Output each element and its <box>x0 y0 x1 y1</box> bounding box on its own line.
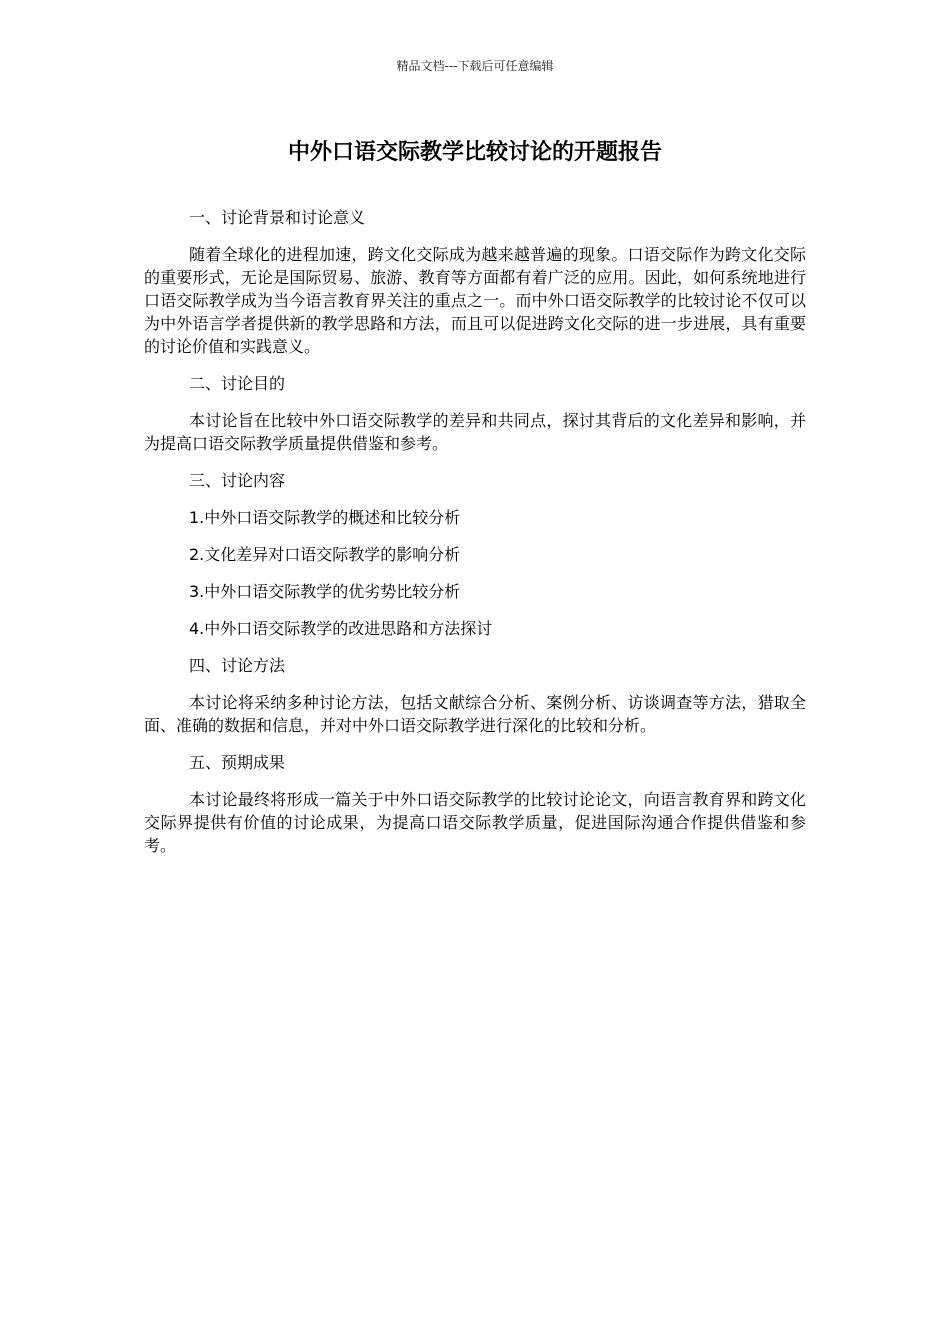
section-heading-outcome: 五、预期成果 <box>189 753 286 772</box>
section-heading-background: 一、讨论背景和讨论意义 <box>189 208 366 227</box>
document-title: 中外口语交际教学比较讨论的开题报告 <box>287 140 662 165</box>
section-heading-purpose: 二、讨论目的 <box>189 374 286 393</box>
content-list-item: 2.文化差异对口语交际教学的影响分析 <box>189 545 461 564</box>
section-paragraph-method: 本讨论将采纳多种讨论方法，包括文献综合分析、案例分析、访谈调查等方法，猎取全面、准确的数据和信息，并对中外口语交际教学进行深化的比较和分析。 <box>144 693 806 735</box>
section-paragraph-outcome: 本讨论最终将形成一篇关于中外口语交际教学的比较讨论论文，向语言教育界和跨文化交际界提供有价值的讨论成果，为提高口语交际教学质量，促进国际沟通合作提供借鉴和参考。 <box>144 790 806 855</box>
section-paragraph-background: 随着全球化的进程加速，跨文化交际成为越来越普遍的现象。口语交际作为跨文化交际的重要形式，无论是国际贸易、旅游、教育等方面都有着广泛的应用。因此，如何系统地进行口语交际教学成为当今语言教育界关注的重点之一。而中外口语交际教学的比较讨论不仅可以为中外语言学者提供新的教学思路和方法，而且可以促进跨文化交际的进一步进展，具有重要的讨论价值和实践意义。 <box>144 245 806 356</box>
section-paragraph-purpose: 本讨论旨在比较中外口语交际教学的差异和共同点，探讨其背后的文化差异和影响，并为提高口语交际教学质量提供借鉴和参考。 <box>144 411 806 453</box>
content-list-item: 1.中外口语交际教学的概述和比较分析 <box>189 508 461 527</box>
content-list-item: 3.中外口语交际教学的优劣势比较分析 <box>189 582 461 601</box>
document-body <box>144 206 806 871</box>
page-header: 精品文档---下载后可任意编辑 <box>396 59 554 73</box>
content-list-item: 4.中外口语交际教学的改进思路和方法探讨 <box>189 619 493 638</box>
section-heading-content: 三、讨论内容 <box>189 471 286 490</box>
section-heading-method: 四、讨论方法 <box>189 656 286 675</box>
